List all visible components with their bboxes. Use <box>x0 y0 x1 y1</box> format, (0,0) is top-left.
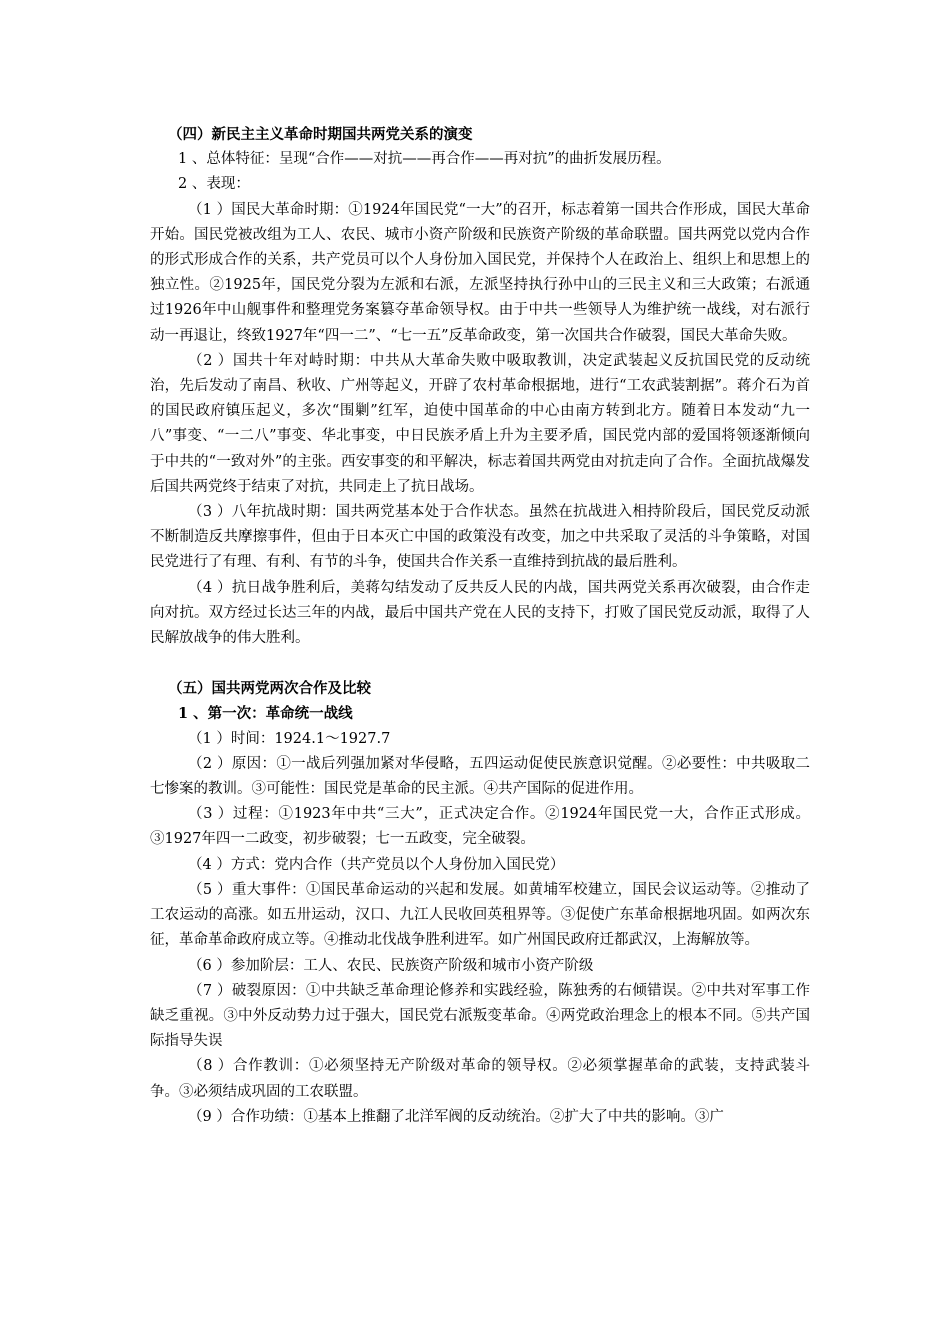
item-rupture-reasons: （7 ）破裂原因：①中共缺乏革命理论修养和实践经验，陈独秀的右倾错误。②中共对军事工作缺乏重视。③中外反动势力过于强大，国民党右派叛变革命。④两党政治理念上的根本不同。⑤共产国际指导失误 <box>150 982 810 1050</box>
paragraph-period-1: （1 ）国民大革命时期：①1924年国民党“一大”的召开，标志着第一国共合作形成，国民大革命开始。国民党被改组为工人、农民、城市小资产阶级和民族资产阶级的革命联盟。国共两党以党内合作的形式形成合作的关系，共产党员可以个人身份加入国民党，并保持个人在政治上、组织上和思想上的独立性。②1925年，国民党分裂为左派和右派，左派坚持执行孙中山的三民主义和三大政策；右派通过1926年中山舰事件和整理党务案篡夺革命领导权。由于中共一些领导人为维护统一战线，对右派行动一再退让，终致1927年“四一二”、“七一五”反革命政变，第一次国共合作破裂，国民大革命失败。 <box>150 201 810 344</box>
item-participants: （6 ）参加阶层：工人、农民、民族资产阶级和城市小资产阶级 <box>188 957 594 974</box>
item-lessons: （8 ）合作教训：①必须坚持无产阶级对革命的领导权。②必须掌握革命的武装，支持武装斗争。③必须结成巩固的工农联盟。 <box>150 1058 810 1100</box>
paragraph-period-2: （2 ）国共十年对峙时期：中共从大革命失败中吸取教训，决定武装起义反抗国民党的反动统治，先后发动了南昌、秋收、广州等起义，开辟了农村革命根据地，进行“工农武装割据”。蒋介石为首的国民政府镇压起义，多次“围剿”红军，迫使中国革命的中心由南方转到北方。随着日本发动“九一八”事变、“一二八”事变、华北事变，中日民族矛盾上升为主要矛盾，国民党内部的爱国将领逐渐倾向于中共的“一致对外”的主张。西安事变的和平解决，标志着国共两党由对抗走向了合作。全面抗战爆发后国共两党终于结束了对抗，共同走上了抗日战场。 <box>150 352 810 495</box>
document-body <box>150 122 810 1130</box>
item-reason: （2 ）原因：①一战后列强加紧对华侵略，五四运动促使民族意识觉醒。②必要性：中共吸取二七惨案的教训。③可能性：国民党是革命的民主派。④共产国际的促进作用。 <box>150 755 810 798</box>
section-4-title: （四）新民主主义革命时期国共两党关系的演变 <box>168 126 473 143</box>
section-spacer <box>150 651 810 676</box>
section-5-title: （五）国共两党两次合作及比较 <box>168 680 371 698</box>
paragraph-period-3: （3 ）八年抗战时期：国共两党基本处于合作状态。虽然在抗战进入相持阶段后，国民党反动派不断制造反共摩擦事件，但由于日本灭亡中国的政策没有改变，加之中共采取了灵活的斗争策略，对国民党进行了有理、有利、有节的斗争，使国共合作关系一直维持到抗战的最后胜利。 <box>150 504 810 571</box>
item-time: （1 ）时间：1924.1～1927.7 <box>188 730 391 747</box>
item-achievements: （9 ）合作功绩：①基本上推翻了北洋军阀的反动统治。②扩大了中共的影响。③广 <box>188 1108 724 1125</box>
paragraph-period-4: （4 ）抗日战争胜利后，美蒋勾结发动了反共反人民的内战，国共两党关系再次破裂，由合作走向对抗。双方经过长达三年的内战，最后中国共产党在人民的支持下，打败了国民党反动派，取得了人民解放战争的伟大胜利。 <box>150 579 810 647</box>
first-cooperation-heading: 1 、第一次：革命统一战线 <box>178 705 353 723</box>
manifestation-heading: 2 、表现： <box>178 176 250 193</box>
item-major-events: （5 ）重大事件：①国民革命运动的兴起和发展。如黄埔军校建立，国民会议运动等。②推动了工农运动的高涨。如五卅运动，汉口、九江人民收回英租界等。③促使广东革命根据地巩固。如两次东征，革命革命政府成立等。④推动北伐战争胜利进军。如广州国民政府迁都武汉，上海解放等。 <box>150 881 810 949</box>
item-method: （4 ）方式：党内合作（共产党员以个人身份加入国民党） <box>188 856 565 873</box>
item-process: （3 ）过程：①1923年中共“三大”，正式决定合作。②1924年国民党一大，合作正式形成。③1927年四一二政变，初步破裂；七一五政变，完全破裂。 <box>150 806 810 848</box>
overall-feature: 1 、总体特征：呈现“合作——对抗——再合作——再对抗”的曲折发展历程。 <box>178 151 671 168</box>
